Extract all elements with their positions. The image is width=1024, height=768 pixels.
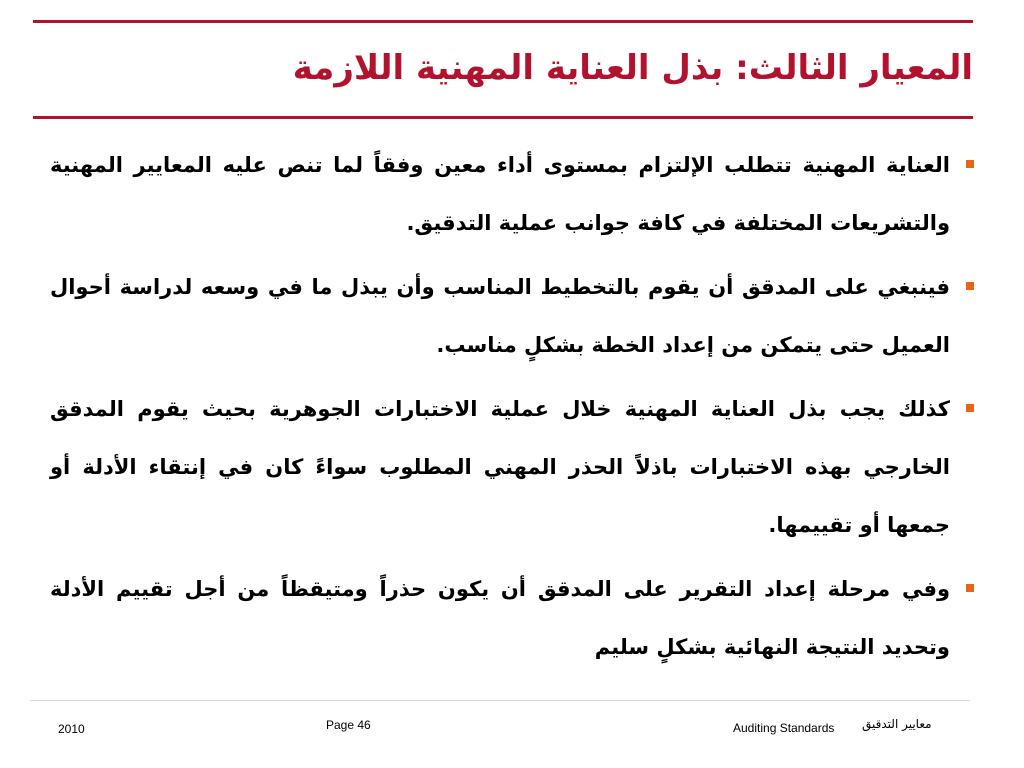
square-bullet-icon bbox=[966, 584, 974, 592]
footer-year: 2010 bbox=[58, 722, 85, 736]
bullet-item-3 bbox=[50, 380, 978, 554]
bullet-item-4 bbox=[50, 560, 978, 676]
square-bullet-icon bbox=[966, 404, 974, 412]
bullet-text-2: فينبغي على المدقق أن يقوم بالتخطيط المناسب وأن يبذل ما في وسعه لدراسة أحوال العميل حتى يتمكن من إعداد الخطة بشكلٍ مناسب. bbox=[50, 275, 950, 357]
footer-title-arabic: معايير التدقيق bbox=[862, 717, 932, 731]
square-bullet-icon bbox=[966, 282, 974, 290]
footer-rule bbox=[30, 700, 970, 701]
footer-title-english: Auditing Standards bbox=[733, 721, 835, 735]
bullet-text-4: وفي مرحلة إعداد التقرير على المدقق أن يكون حذراً ومتيقظاً من أجل تقييم الأدلة وتحديد النتيجة النهائية بشكلٍ سليم bbox=[50, 577, 950, 659]
bullet-item-1 bbox=[50, 136, 978, 252]
bullet-item-2 bbox=[50, 258, 978, 374]
slide-title: المعيار الثالث: بذل العناية المهنية اللازمة bbox=[292, 48, 973, 88]
bullet-text-3: كذلك يجب بذل العناية المهنية خلال عملية الاختبارات الجوهرية بحيث يقوم المدقق الخارجي بهذه الاختبارات باذلاً الحذر المهني المطلوب سواءً كان في إنتقاء الأدلة أو جمعها أو تقييمها. bbox=[50, 397, 950, 537]
bullet-text-1: العناية المهنية تتطلب الإلتزام بمستوى أداء معين وفقاً لما تنص عليه المعايير المهنية والتشريعات المختلفة في كافة جوانب عملية التدقيق. bbox=[50, 153, 950, 235]
footer-page-number: Page 46 bbox=[326, 718, 371, 732]
bullet-list bbox=[50, 136, 978, 686]
title-top-rule bbox=[33, 20, 973, 23]
title-bottom-rule bbox=[33, 116, 973, 119]
square-bullet-icon bbox=[966, 160, 974, 168]
